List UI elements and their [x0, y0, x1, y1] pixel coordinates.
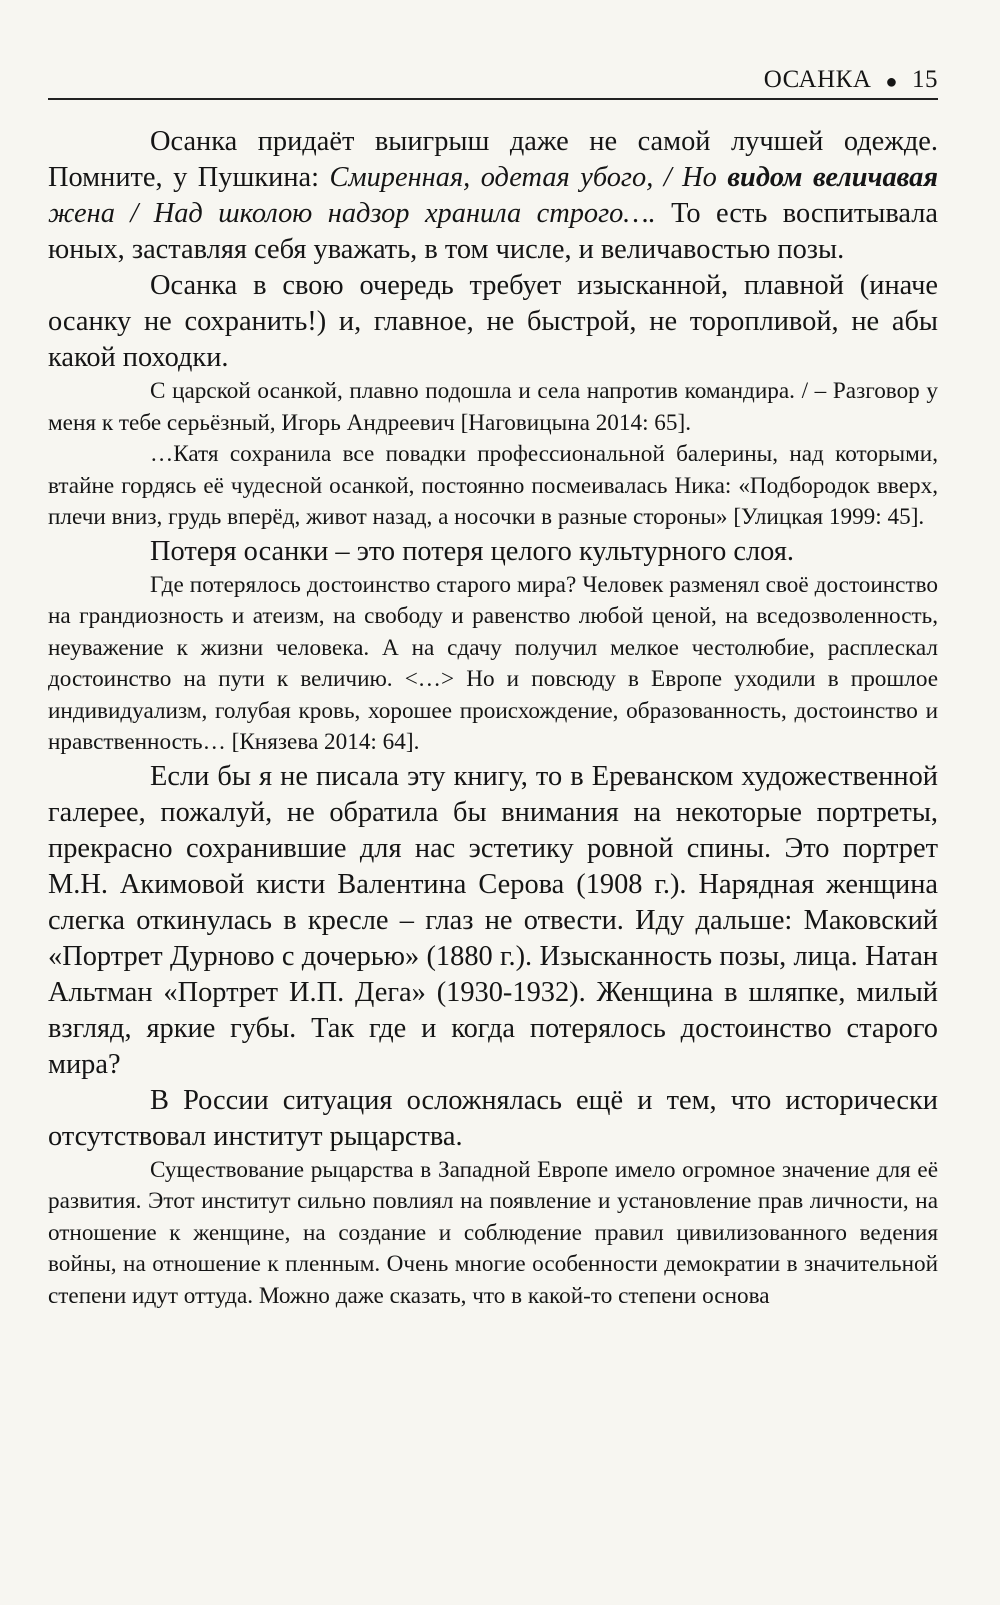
quote-nagovitsyna: С царской осанкой, плавно подошла и села напротив командира. / – Разговор у меня к тебе серьёзный, Игорь Андреевич [Наговицына 2014: 65].	[48, 378, 938, 436]
paragraph-loss-of-posture: Потеря осанки – это потеря целого культурного слоя.	[150, 535, 794, 567]
quote-knyazeva: Где потерялось достоинство старого мира? Человек разменял своё достоинство на грандиозность и атеизм, на свободу и равенство любой ценой, на вседозволенность, неуважение к жизни человека. А на сдачу получил мелкое честолюбие, расплескал достоинство на пути к величию. <…> Но и повсюду в Европе уходили в прошлое индивидуализм, голубая кровь, хорошее происхождение, образованность, достоинство и нравственность… [Князева 2014: 64].	[48, 571, 938, 755]
pushkin-quote-part: жена / Над школою надзор хранила строго….	[48, 198, 656, 229]
paragraph-yerevan-gallery: Если бы я не писала эту книгу, то в Ереванском художественной галерее, пожалуй, не обратила бы внимания на некоторые портреты, прекрасно сохранившие для нас эстетику ровной спины. Это портрет М.Н. Акимовой кисти Валентина Серова (1908 г.). Нарядная женщина слегка откинулась в кресле – глаз не отвести. Иду дальше: Маковский «Портрет Дурново с дочерью» (1880 г.). Изысканность позы, лица. Натан Альтман «Портрет И.П. Дега» (1930-1932). Женщина в шляпке, милый взгляд, яркие губы. Так где и когда потерялось достоинство старого мира?	[48, 760, 938, 1080]
bullet-separator: ●	[885, 71, 898, 93]
paragraph-posture-clothing	[48, 124, 938, 268]
pushkin-quote-emphasis: видом величавая	[727, 162, 938, 193]
paragraph-text: То есть воспитывала юных, заставляя себя уважать, в том числе, и величавостью позы.	[48, 198, 938, 265]
quote-ulitskaya: …Катя сохранила все повадки профессиональной балерины, над которыми, втайне гордясь её чудесной осанкой, постоянно посмеивалась Ника: «Подбородок вверх, плечи вниз, грудь вперёд, живот назад, а носочки в разные стороны» [Улицкая 1999: 45].	[48, 441, 938, 530]
paragraph-text: Осанка придаёт выигрыш даже не самой лучшей одежде. Помните, у Пушкина:	[48, 126, 938, 193]
chapter-title: ОСАНКА	[763, 66, 872, 93]
pushkin-quote-part: Смиренная, одетая убого, / Но	[329, 162, 728, 193]
paragraph-gait: Осанка в свою очередь требует изысканной, плавной (иначе осанку не сохранить!) и, главное, не быстрой, не торопливой, не абы какой походки.	[48, 270, 938, 373]
page-number: 15	[912, 66, 938, 93]
quote-chivalry-europe: Существование рыцарства в Западной Европе имело огромное значение для её развития. Этот институт сильно повлиял на появление и установление прав личности, на отношение к женщине, на создание и соблюдение правил цивилизованного ведения войны, на отношение к пленным. Очень многие особенности демократии в значительной степени идут оттуда. Можно даже сказать, что в какой-то степени основа	[48, 1156, 938, 1309]
running-header	[48, 64, 938, 100]
page-body	[48, 124, 938, 1312]
paragraph-russia-chivalry: В России ситуация осложнялась ещё и тем, что исторически отсутствовал институт рыцарства.	[48, 1084, 938, 1152]
